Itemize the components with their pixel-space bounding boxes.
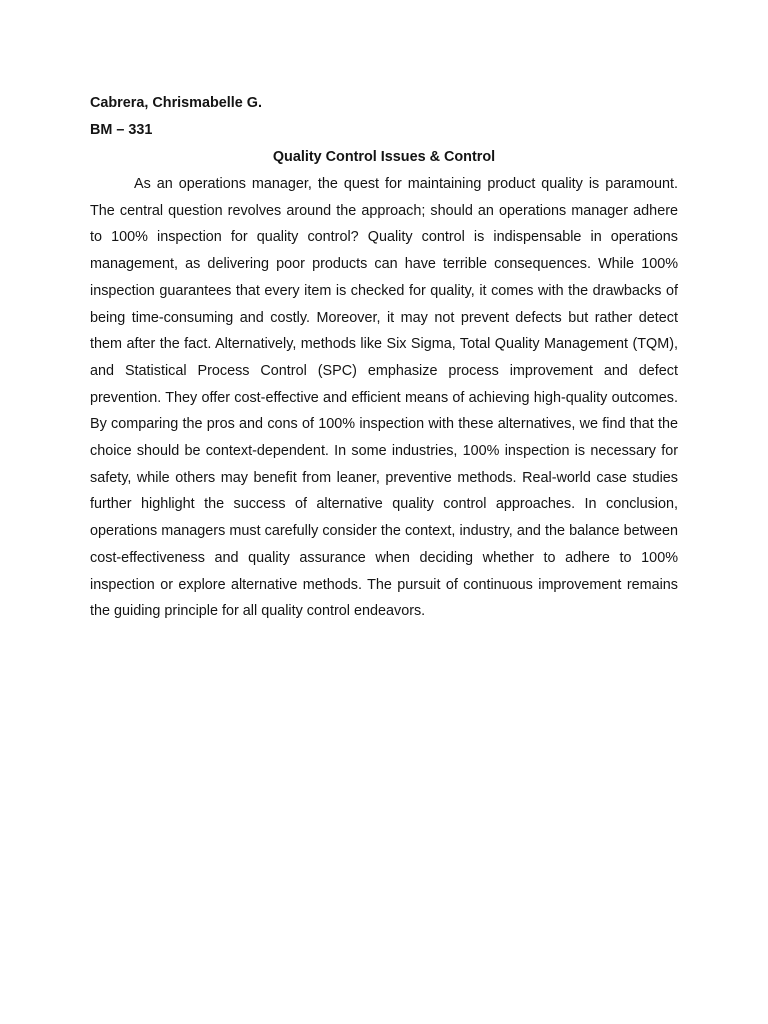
body-paragraph: As an operations manager, the quest for maintaining product quality is paramount. The central question revolves around the approach; should an operations manager adhere to 100% inspection for quality control? Quality control is indispensable in operations management, as delivering poor products can have terrible consequences. While 100% inspection guarantees that every item is checked for quality, it comes with the drawbacks of being time-consuming and costly. Moreover, it may not prevent defects but rather detect them after the fact. Alternatively, methods like Six Sigma, Total Quality Management (TQM), and Statistical Process Control (SPC) emphasize process improvement and defect prevention. They offer cost-effective and efficient means of achieving high-quality outcomes. By comparing the pros and cons of 100% inspection with these alternatives, we find that the choice should be context-dependent. In some industries, 100% inspection is necessary for safety, while others may benefit from leaner, preventive methods. Real-world case studies further highlight the success of alternative quality control approaches. In conclusion, operations managers must carefully consider the context, industry, and the balance between cost-effectiveness and quality assurance when deciding whether to adhere to 100% inspection or explore alternative methods. The pursuit of continuous improvement remains the guiding principle for all quality control endeavors.: [90, 176, 678, 620]
course-code: BM – 331: [90, 122, 153, 138]
author-name: Cabrera, Chrismabelle G.: [90, 95, 262, 111]
document-title: Quality Control Issues & Control: [272, 149, 496, 165]
document-page: [90, 90, 678, 625]
